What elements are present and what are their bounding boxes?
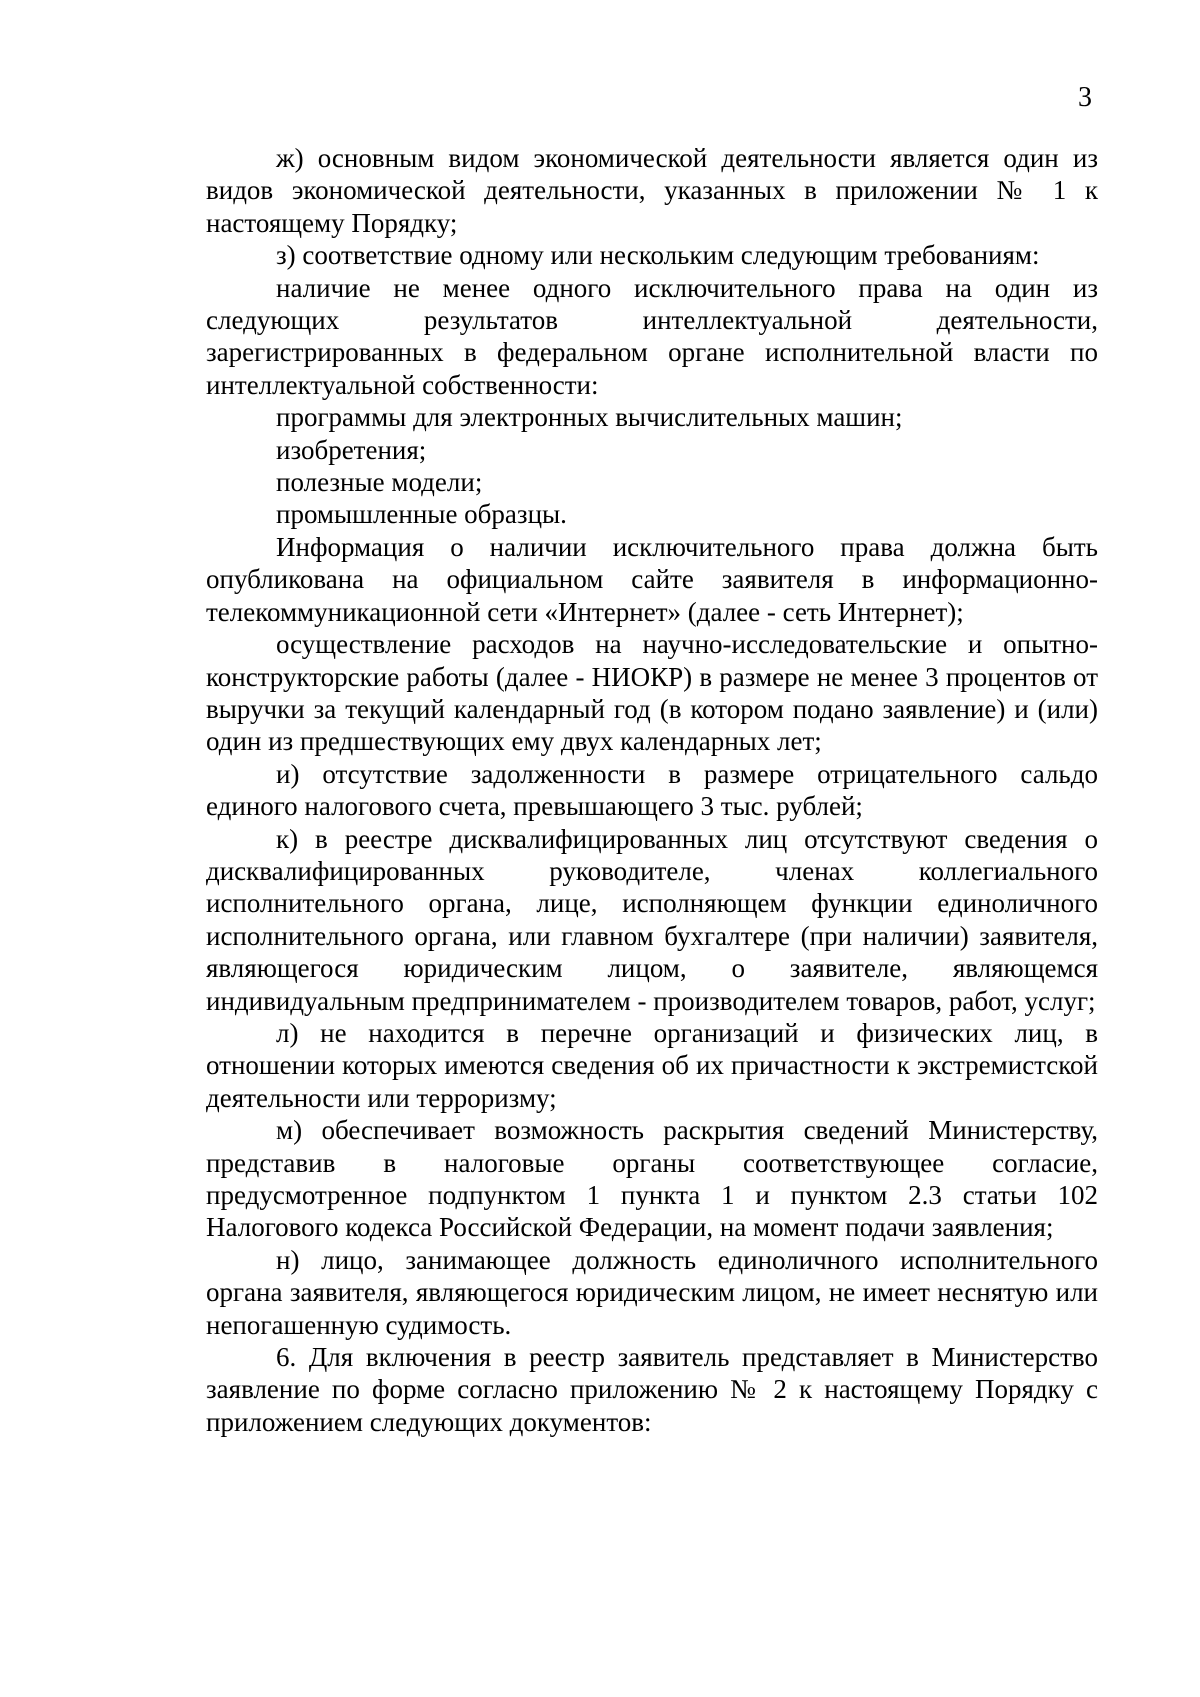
paragraph-item-l: л) не находится в перечне организаций и физических лиц, в отношении которых имеются сведения об их причастности к экстремистской деятельности или терроризму; bbox=[206, 1017, 1098, 1113]
paragraph-publication: Информация о наличии исключительного права должна быть опубликована на официальном сайте заявителя в информационно-телекоммуникационной сети «Интернет» (далее - сеть Интернет); bbox=[206, 531, 1098, 627]
list-item-utility-models: полезные модели; bbox=[276, 467, 483, 498]
page-number: 3 bbox=[1078, 82, 1092, 113]
paragraph-item-zh: ж) основным видом экономической деятельности является один из видов экономической деятельности, указанных в приложении № 1 к настоящему Порядку; bbox=[206, 143, 1098, 238]
paragraph-item-z: з) соответствие одному или нескольким следующим требованиям: bbox=[276, 240, 1040, 271]
list-item-software: программы для электронных вычислительных машин; bbox=[276, 402, 903, 433]
paragraph-item-i: и) отсутствие задолженности в размере отрицательного сальдо единого налогового счета, превышающего 3 тыс. рублей; bbox=[206, 758, 1098, 822]
paragraph-section-6: 6. Для включения в реестр заявитель представляет в Министерство заявление по форме согласно приложению № 2 к настоящему Порядку с приложением следующих документов: bbox=[206, 1342, 1098, 1437]
list-item-industrial-designs: промышленные образцы. bbox=[276, 499, 567, 530]
list-item-inventions: изобретения; bbox=[276, 434, 427, 465]
paragraph-ip-right: наличие не менее одного исключительного права на один из следующих результатов интеллектуальной деятельности, зарегистрированных в федеральном органе исполнительной власти по интеллектуальной собственности: bbox=[206, 272, 1098, 400]
paragraph-item-m: м) обеспечивает возможность раскрытия сведений Министерству, представив в налоговые органы соответствующее согласие, предусмотренное подпунктом 1 пункта 1 и пунктом 2.3 статьи 102 Налогового кодекса Российской Федерации, на момент подачи заявления; bbox=[206, 1115, 1098, 1243]
paragraph-item-k: к) в реестре дисквалифицированных лиц отсутствуют сведения о дисквалифицированных руководителе, членах коллегиального исполнительного органа, лице, исполняющем функции единоличного исполнительного органа, или главном бухгалтере (при наличии) заявителя, являющегося юридическим лицом, о заявителе, являющемся индивидуальным предпринимателем - производителем товаров, работ, услуг; bbox=[206, 823, 1098, 1016]
document-body bbox=[206, 142, 1098, 1438]
paragraph-item-n: н) лицо, занимающее должность единоличного исполнительного органа заявителя, являющегося юридическим лицом, не имеет неснятую или непогашенную судимость. bbox=[206, 1244, 1098, 1340]
paragraph-rnd-expenses: осуществление расходов на научно-исследовательские и опытно-конструкторские работы (далее - НИОКР) в размере не менее 3 процентов от выручки за текущий календарный год (в котором подано заявление) и (или) один из предшествующих ему двух календарных лет; bbox=[206, 629, 1098, 757]
